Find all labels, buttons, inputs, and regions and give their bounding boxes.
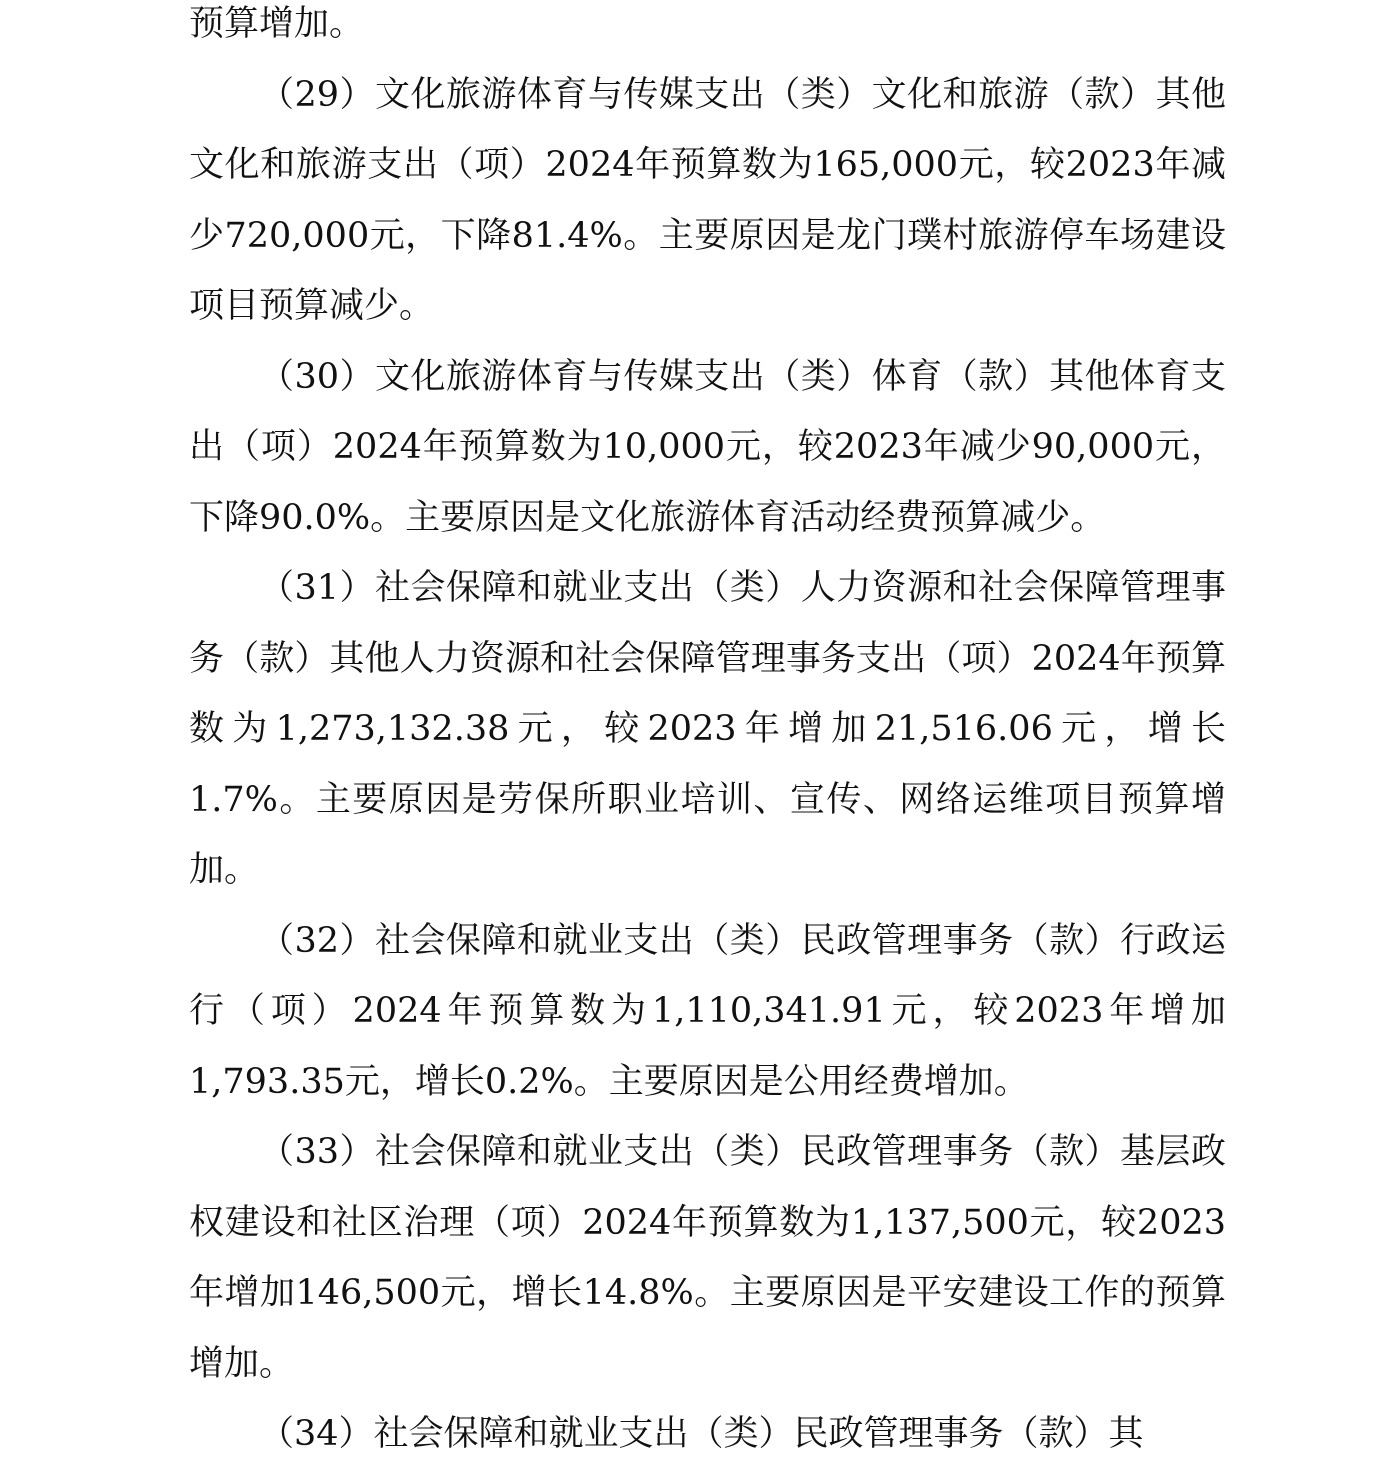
- paragraph-item-32: （32）社会保障和就业支出（类）民政管理事务（款）行政运行（项）2024年预算数为1,110,341.91元，较2023年增加1,793.35元，增长0.2%。主要原因是公用经费增加。: [189, 920, 1226, 1102]
- paragraph-item-30: （30）文化旅游体育与传媒支出（类）体育（款）其他体育支出（项）2024年预算数为10,000元，较2023年减少90,000元，下降90.0%。主要原因是文化旅游体育活动经费预算减少。: [189, 356, 1226, 538]
- paragraph-item-29: （29）文化旅游体育与传媒支出（类）文化和旅游（款）其他文化和旅游支出（项）2024年预算数为165,000元，较2023年减少720,000元，下降81.4%。主要原因是龙门璞村旅游停车场建设项目预算减少。: [189, 74, 1226, 326]
- paragraph-item-33: （33）社会保障和就业支出（类）民政管理事务（款）基层政权建设和社区治理（项）2024年预算数为1,137,500元，较2023年增加146,500元，增长14.8%。主要原因是平安建设工作的预算增加。: [189, 1132, 1226, 1384]
- paragraph-item-31: （31）社会保障和就业支出（类）人力资源和社会保障管理事务（款）其他人力资源和社会保障管理事务支出（项）2024年预算数为1,273,132.38元，较2023年增加21,516.06元，增长1.7%。主要原因是劳保所职业培训、宣传、网络运维项目预算增加。: [189, 568, 1226, 890]
- document-page: [189, 0, 1226, 1470]
- paragraph-item-34: （34）社会保障和就业支出（类）民政管理事务（款）其: [259, 1414, 1144, 1454]
- paragraph-continued: 预算增加。: [189, 4, 365, 44]
